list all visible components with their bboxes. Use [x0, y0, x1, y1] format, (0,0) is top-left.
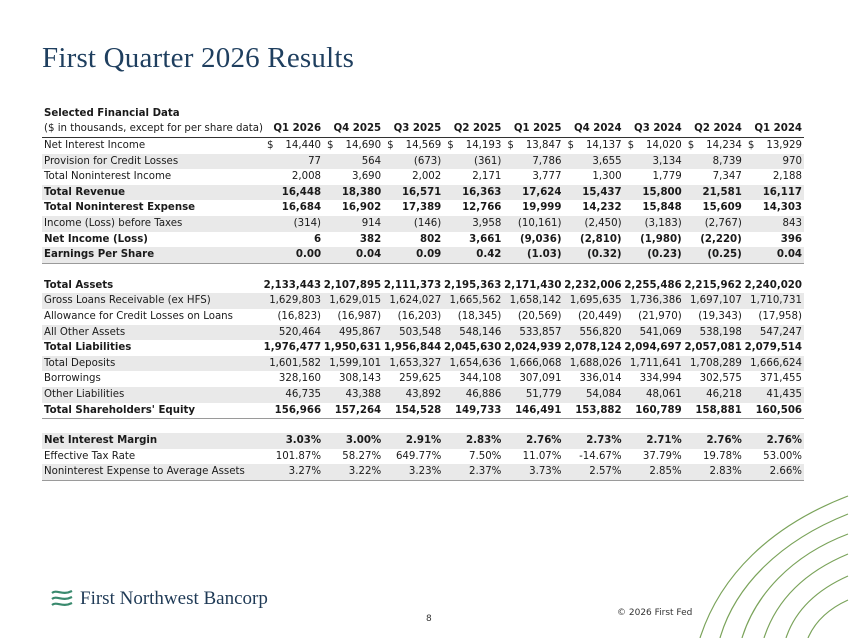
table-cell: 1,629,015: [323, 293, 383, 309]
table-cell: 7.50%: [469, 450, 502, 462]
table-cell: 16,448: [263, 185, 323, 201]
table-cell: 21,581: [684, 185, 744, 201]
cell-value: 13,929: [766, 140, 802, 151]
row-label: Other Liabilities: [42, 387, 263, 403]
table-cell: 2,094,697: [624, 342, 682, 354]
table-cell: 46,735: [263, 387, 323, 403]
table-cell: 2,188: [772, 171, 802, 183]
table-cell: 371,455: [759, 373, 802, 385]
table-cell: 1,300: [592, 171, 622, 183]
table-cell: 2,240,020: [744, 279, 802, 291]
table-cell: 16,684: [281, 202, 322, 214]
table-row: [42, 387, 804, 403]
column-header: Q4 2024: [563, 121, 623, 138]
table-header-row: [42, 121, 804, 138]
table-row: [42, 403, 804, 419]
table-cell: [383, 138, 443, 154]
table-cell: 1,779: [652, 171, 682, 183]
column-header: Q4 2025: [323, 121, 383, 138]
table-cell: 3.00%: [323, 433, 383, 449]
table-cell: (0.32): [563, 247, 623, 263]
table-cell: 1,708,289: [684, 356, 744, 372]
table-cell: 160,506: [744, 403, 804, 419]
table-cell: 158,881: [684, 403, 744, 419]
table-cell: 1,654,636: [443, 356, 503, 372]
table-cell: 548,146: [443, 325, 503, 341]
table-cell: 3.27%: [263, 464, 323, 480]
cell-value: 14,569: [405, 140, 442, 151]
table-cell: [563, 138, 623, 154]
table-cell: 2.73%: [563, 433, 623, 449]
table-cell: 538,198: [684, 325, 744, 341]
table-cell: 43,388: [323, 387, 383, 403]
column-header: Q1 2025: [503, 121, 563, 138]
table-cell: 2,079,514: [744, 342, 802, 354]
column-header: Q1 2024: [744, 121, 804, 138]
table-cell: 1,697,107: [684, 293, 744, 309]
table-row: [42, 216, 804, 232]
table-cell: -14.67%: [579, 450, 622, 462]
company-name: First Northwest Bancorp: [80, 588, 268, 609]
table-cell: 18,380: [323, 185, 383, 201]
table-cell: 17,624: [503, 185, 563, 201]
table-cell: 8,739: [684, 154, 744, 170]
table-row: [42, 325, 804, 341]
table-cell: 1,736,386: [624, 293, 684, 309]
table-cell: 19,999: [522, 202, 562, 214]
table-cell: 2.76%: [503, 433, 563, 449]
table-cell: 2,111,373: [383, 279, 442, 291]
table-row: [42, 278, 804, 294]
table-cell: (17,958): [758, 310, 802, 322]
table-cell: (16,823): [277, 310, 322, 322]
decorative-swoosh-graphic: [680, 486, 850, 638]
cell-value: 14,234: [706, 140, 742, 151]
table-cell: 7,347: [712, 171, 742, 183]
table-cell: 334,994: [639, 373, 682, 385]
table-cell: 328,160: [278, 373, 322, 385]
table-row: [42, 340, 804, 356]
table-cell: 2,195,363: [444, 279, 502, 291]
table-cell: (20,449): [577, 310, 622, 322]
table-cell: 3,777: [532, 171, 562, 183]
table-cell: 1,658,142: [503, 293, 563, 309]
table-cell: 3,655: [563, 154, 623, 170]
table-cell: 2.71%: [624, 433, 684, 449]
table-cell: 556,820: [563, 325, 623, 341]
currency-symbol: $: [627, 140, 635, 151]
table-cell: 2.83%: [684, 464, 744, 480]
currency-symbol: $: [266, 140, 274, 151]
table-cell: 802: [420, 233, 442, 245]
table-cell: [443, 138, 503, 154]
table-cell: 2,002: [412, 171, 442, 183]
table-cell: 3.03%: [263, 433, 323, 449]
table-cell: 16,571: [383, 185, 443, 201]
table-cell: 156,966: [263, 403, 323, 419]
table-row: [42, 356, 804, 372]
table-row: [42, 154, 804, 170]
table-subtitle: ($ in thousands, except for per share data): [42, 121, 263, 138]
table-row: [42, 309, 804, 325]
page-number: 8: [426, 614, 432, 624]
table-cell: 1,976,477: [263, 342, 322, 354]
table-cell: 259,625: [399, 373, 442, 385]
table-cell: 43,892: [383, 387, 443, 403]
table-cell: 2,078,124: [564, 342, 622, 354]
table-cell: 520,464: [263, 325, 323, 341]
currency-symbol: $: [447, 140, 454, 151]
table-cell: 1,599,101: [323, 356, 383, 372]
row-label: Net Interest Income: [44, 140, 146, 151]
table-cell: (2,767): [684, 216, 744, 232]
table-cell: 153,882: [563, 403, 623, 419]
table-cell: 0.04: [323, 247, 383, 263]
table-cell: 2.57%: [563, 464, 623, 480]
row-label: Net Interest Margin: [42, 433, 263, 449]
table-cell: 396: [780, 233, 802, 245]
table-cell: (21,970): [638, 310, 682, 322]
table-cell: 157,264: [323, 403, 383, 419]
cell-value: 14,020: [646, 140, 682, 151]
table-cell: (146): [383, 216, 443, 232]
table-cell: 1,653,327: [383, 356, 443, 372]
table-cell: 2.83%: [443, 433, 503, 449]
table-cell: 307,091: [519, 373, 562, 385]
table-row: [42, 293, 804, 309]
table-cell: 503,548: [383, 325, 443, 341]
table-cell: 1,666,068: [503, 356, 563, 372]
currency-symbol: $: [387, 140, 394, 151]
table-cell: 2,255,486: [624, 279, 682, 291]
table-cell: 11.07%: [522, 450, 562, 462]
table-cell: 2,232,006: [564, 279, 622, 291]
table-cell: 382: [359, 233, 382, 245]
table-row: [42, 232, 804, 248]
table-row: [42, 371, 804, 387]
table-cell: 2.37%: [443, 464, 503, 480]
copyright-text: © 2026 First Fed: [617, 608, 693, 618]
table-cell: 1,956,844: [383, 342, 442, 354]
table-cell: 3,134: [624, 154, 684, 170]
table-cell: (20,569): [517, 310, 562, 322]
table-cell: (19,343): [698, 310, 742, 322]
table-cell: 0.09: [383, 247, 443, 263]
row-label: Income (Loss) before Taxes: [42, 216, 263, 232]
column-header: Q3 2024: [624, 121, 684, 138]
table-cell: (1.03): [503, 247, 563, 263]
page-title: First Quarter 2026 Results: [42, 42, 355, 74]
table-cell: 3,661: [469, 233, 502, 245]
table-cell: 308,143: [339, 373, 382, 385]
row-label: Total Revenue: [42, 185, 263, 201]
table-cell: (3,183): [624, 216, 684, 232]
table-cell: 344,108: [459, 373, 502, 385]
table-cell: 15,609: [702, 202, 742, 214]
table-cell: 16,363: [443, 185, 503, 201]
row-label: Total Shareholders' Equity: [42, 403, 263, 419]
table-cell: 154,528: [383, 403, 443, 419]
table-cell: 2.66%: [744, 464, 804, 480]
row-label: Earnings Per Share: [42, 247, 263, 263]
table-cell: 19.78%: [702, 450, 742, 462]
currency-symbol: $: [507, 140, 514, 151]
spacer-row: [42, 419, 804, 434]
table-cell: 12,766: [462, 202, 502, 214]
table-row: [42, 185, 804, 201]
column-header: Q1 2026: [263, 121, 323, 138]
table-cell: 160,789: [624, 403, 684, 419]
row-label: Noninterest Expense to Average Assets: [42, 464, 263, 480]
table-cell: 15,800: [624, 185, 684, 201]
currency-symbol: $: [747, 140, 755, 151]
table-cell: [323, 138, 383, 154]
table-cell: 2,215,962: [684, 279, 742, 291]
table-cell: 1,950,631: [323, 342, 382, 354]
table-cell: (10,161): [503, 216, 563, 232]
table-cell: 541,069: [624, 325, 684, 341]
table-cell: (314): [263, 216, 323, 232]
table-cell: 16,117: [744, 185, 804, 201]
table-cell: 58.27%: [342, 450, 382, 462]
table-cell: 3,690: [351, 171, 382, 183]
table-cell: (2,450): [563, 216, 623, 232]
table-cell: 0.00: [263, 247, 323, 263]
spacer-row: [42, 263, 804, 278]
row-label: Allowance for Credit Losses on Loans: [44, 310, 233, 322]
row-label: Gross Loans Receivable (ex HFS): [42, 293, 263, 309]
table-cell: 547,247: [744, 325, 804, 341]
table-cell: [684, 138, 744, 154]
table-cell: 0.04: [744, 247, 804, 263]
table-cell: 37.79%: [642, 450, 682, 462]
table-cell: 149,733: [443, 403, 503, 419]
table-cell: 533,857: [503, 325, 563, 341]
table-cell: 14,232: [582, 202, 622, 214]
table-cell: 1,711,641: [624, 356, 684, 372]
table-cell: 1,624,027: [383, 293, 443, 309]
table-cell: 2,057,081: [684, 342, 742, 354]
table-cell: (673): [383, 154, 443, 170]
table-cell: 3.22%: [323, 464, 383, 480]
cell-value: 13,847: [525, 140, 562, 151]
currency-symbol: $: [567, 140, 574, 151]
table-cell: 77: [263, 154, 323, 170]
row-label: Effective Tax Rate: [44, 450, 136, 462]
table-cell: (0.25): [684, 247, 744, 263]
table-cell: 16,902: [341, 202, 382, 214]
table-cell: 48,061: [624, 387, 684, 403]
table-cell: 336,014: [579, 373, 622, 385]
table-cell: 41,435: [744, 387, 804, 403]
table-cell: 843: [744, 216, 804, 232]
table-cell: 2.76%: [744, 433, 804, 449]
table-cell: 1,710,731: [744, 293, 804, 309]
table-cell: 2,024,939: [504, 342, 562, 354]
table-cell: 1,629,803: [263, 293, 323, 309]
row-label: Total Noninterest Expense: [44, 202, 196, 214]
row-label: Total Liabilities: [44, 342, 132, 354]
table-cell: 495,867: [323, 325, 383, 341]
table-cell: 53.00%: [763, 450, 802, 462]
table-cell: 2,171: [472, 171, 502, 183]
table-row: [42, 449, 804, 465]
table-cell: (16,203): [397, 310, 442, 322]
company-logo: [50, 588, 268, 610]
table-cell: [624, 138, 684, 154]
table-cell: 914: [323, 216, 383, 232]
table-cell: 3.23%: [383, 464, 443, 480]
table-cell: 3.73%: [503, 464, 563, 480]
table-cell: 2.91%: [383, 433, 443, 449]
table-cell: (2,220): [700, 233, 742, 245]
table-cell: [503, 138, 563, 154]
table-row: [42, 464, 804, 480]
table-cell: 46,886: [443, 387, 503, 403]
row-label: Provision for Credit Losses: [42, 154, 263, 170]
table-cell: (2,810): [580, 233, 622, 245]
cell-value: 14,137: [585, 140, 622, 151]
bank-wave-logo-icon: [50, 588, 74, 610]
cell-value: 14,690: [345, 140, 382, 151]
table-cell: (361): [443, 154, 503, 170]
row-label: Total Noninterest Income: [44, 171, 172, 183]
table-cell: 0.42: [443, 247, 503, 263]
table-cell: 302,575: [699, 373, 742, 385]
table-section-title: Selected Financial Data: [44, 108, 180, 119]
table-row: [42, 138, 804, 154]
table-cell: (18,345): [457, 310, 502, 322]
table-cell: 2,008: [291, 171, 322, 183]
table-cell: 15,848: [642, 202, 682, 214]
table-cell: (1,980): [640, 233, 682, 245]
row-label: All Other Assets: [42, 325, 263, 341]
financial-data-table: [42, 107, 804, 481]
table-cell: 2.85%: [624, 464, 684, 480]
row-label: Total Assets: [44, 279, 114, 291]
table-row: [42, 169, 804, 185]
table-cell: 17,389: [401, 202, 442, 214]
table-section-title-row: [42, 107, 804, 121]
table-cell: 2.76%: [684, 433, 744, 449]
table-cell: 2,045,630: [444, 342, 502, 354]
column-header: Q3 2025: [383, 121, 443, 138]
table-cell: [744, 138, 804, 154]
table-cell: 970: [744, 154, 804, 170]
column-header: Q2 2025: [443, 121, 503, 138]
table-cell: (16,987): [337, 310, 382, 322]
table-cell: 101.87%: [275, 450, 322, 462]
table-cell: 46,218: [684, 387, 744, 403]
table-row: [42, 247, 804, 263]
table-cell: 2,171,430: [504, 279, 562, 291]
table-cell: 51,779: [503, 387, 563, 403]
table-cell: 1,688,026: [563, 356, 623, 372]
table-cell: 146,491: [503, 403, 563, 419]
table-cell: 2,107,895: [323, 279, 382, 291]
row-label: Total Deposits: [42, 356, 263, 372]
table-cell: 564: [323, 154, 383, 170]
table-cell: 1,666,624: [744, 356, 804, 372]
table-cell: 3,958: [443, 216, 503, 232]
table-cell: (9,036): [519, 233, 562, 245]
table-cell: 1,695,635: [563, 293, 623, 309]
cell-value: 14,440: [285, 140, 322, 151]
column-header: Q2 2024: [684, 121, 744, 138]
table-row: [42, 200, 804, 216]
table-cell: 7,786: [503, 154, 563, 170]
table-cell: 54,084: [563, 387, 623, 403]
table-cell: 2,133,443: [263, 279, 322, 291]
table-cell: 15,437: [563, 185, 623, 201]
table-cell: [263, 138, 323, 154]
table-cell: 6: [313, 233, 322, 245]
table-row: [42, 433, 804, 449]
table-cell: 1,601,582: [263, 356, 323, 372]
table-cell: 14,303: [762, 202, 802, 214]
cell-value: 14,193: [465, 140, 502, 151]
currency-symbol: $: [327, 140, 334, 151]
table-cell: 649.77%: [395, 450, 442, 462]
row-label: Net Income (Loss): [44, 233, 148, 245]
table-cell: (0.23): [624, 247, 684, 263]
currency-symbol: $: [687, 140, 695, 151]
table-cell: 1,665,562: [443, 293, 503, 309]
row-label: Borrowings: [44, 373, 101, 385]
